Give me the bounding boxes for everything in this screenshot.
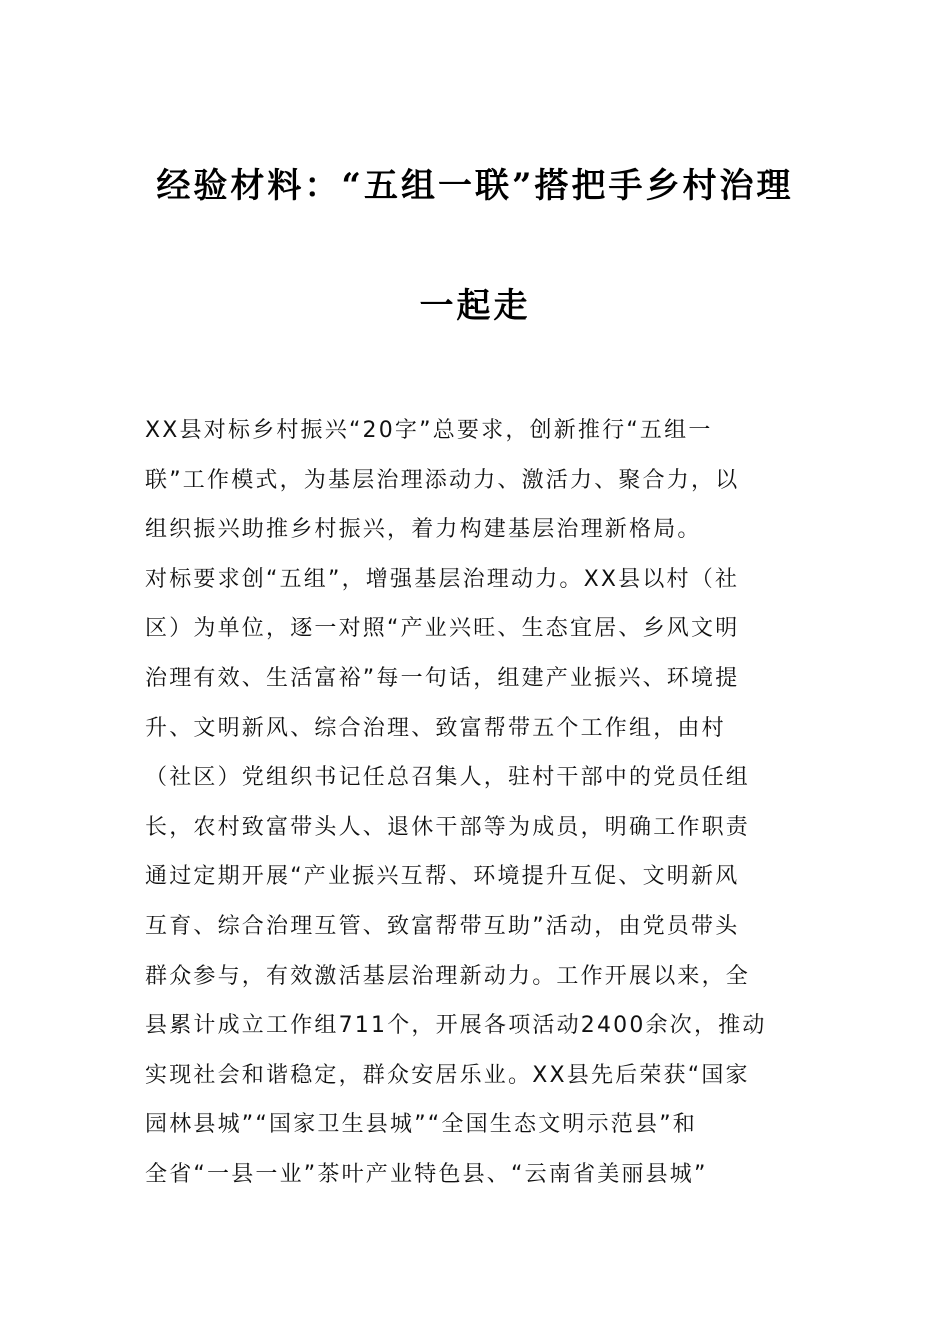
document-body: [145, 406, 805, 1200]
body-line: （社区）党组织书记任总召集人，驻村干部中的党员任组: [145, 765, 751, 791]
body-line: 长，农村致富带头人、退休干部等为成员，明确工作职责: [145, 814, 751, 840]
body-line: 联”工作模式，为基层治理添动力、激活力、聚合力，以: [145, 467, 740, 493]
body-line: 园林县城”“国家卫生县城”“全国生态文明示范县”和: [145, 1112, 697, 1138]
body-line: 通过定期开展“产业振兴互帮、环境提升互促、文明新风: [145, 864, 740, 890]
document-title-line-1: 经验材料：“五组一联”搭把手乡村治理: [156, 166, 794, 206]
document-title-line-2: 一起走: [419, 286, 531, 326]
body-line: XX县对标乡村振兴“20字”总要求，创新推行“五组一: [145, 418, 713, 443]
body-line: 区）为单位，逐一对照“产业兴旺、生态宜居、乡风文明: [145, 616, 740, 642]
body-line: 县累计成立工作组711个，开展各项活动2400余次，推动: [145, 1013, 767, 1039]
body-line: 组织振兴助推乡村振兴，着力构建基层治理新格局。: [145, 517, 702, 543]
body-line: 升、文明新风、综合治理、致富帮带五个工作组，由村: [145, 715, 726, 741]
body-line: 对标要求创“五组”，增强基层治理动力。XX县以村（社: [145, 566, 740, 592]
body-line: 治理有效、生活富裕”每一句话，组建产业振兴、环境提: [145, 665, 740, 691]
body-line: 群众参与，有效激活基层治理新动力。工作开展以来，全: [145, 963, 751, 989]
body-line: 互育、综合治理互管、致富帮带互助”活动，由党员带头: [145, 913, 740, 939]
body-line: 实现社会和谐稳定，群众安居乐业。XX县先后荣获“国家: [145, 1062, 750, 1088]
body-line: 全省“一县一业”茶叶产业特色县、“云南省美丽县城”: [145, 1161, 708, 1187]
